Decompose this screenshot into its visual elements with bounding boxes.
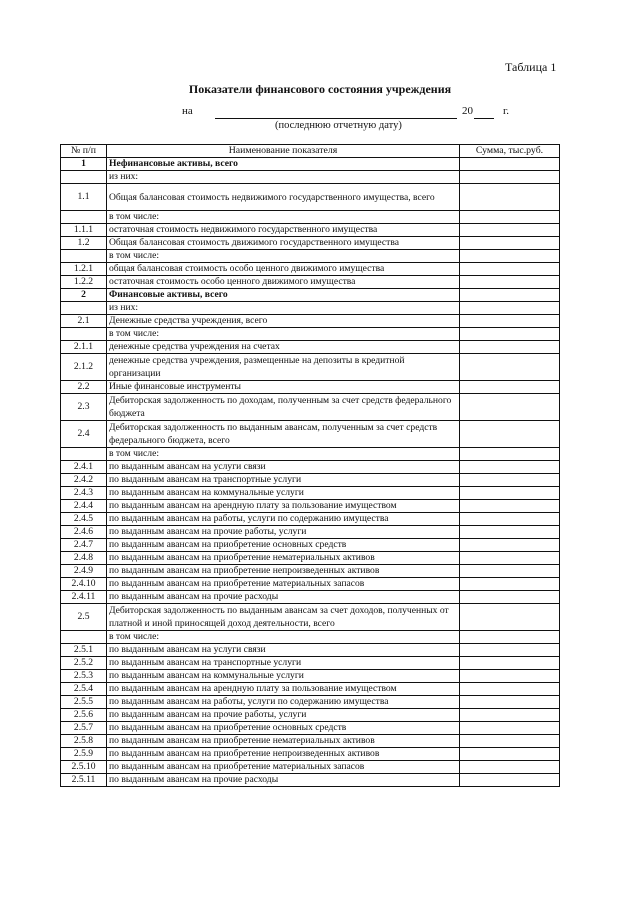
row-sum-cell[interactable] (460, 513, 560, 526)
row-sum-cell[interactable] (460, 250, 560, 263)
table-row (61, 421, 560, 448)
row-sum-cell[interactable] (460, 474, 560, 487)
row-sum-cell[interactable] (460, 158, 560, 171)
table-row (61, 644, 560, 657)
year-blank-line (474, 118, 494, 119)
row-indicator-name: общая балансовая стоимость особо ценного движимого имущества (107, 263, 460, 276)
row-indicator-name: по выданным авансам на приобретение основных средств (107, 539, 460, 552)
table-row (61, 461, 560, 474)
row-sum-cell[interactable] (460, 263, 560, 276)
row-indicator-name: Дебиторская задолженность по выданным авансам за счет доходов, полученных от платной и иной приносящей доход деятельности, всего (107, 604, 460, 631)
row-number: 2 (61, 289, 107, 302)
row-indicator-name: из них: (107, 302, 460, 315)
row-number: 2.4.2 (61, 474, 107, 487)
date-prefix: на (182, 105, 193, 117)
row-sum-cell[interactable] (460, 237, 560, 250)
row-number: 2.5.1 (61, 644, 107, 657)
row-indicator-name: Дебиторская задолженность по доходам, полученным за счет средств федерального бюджета (107, 394, 460, 421)
table-row (61, 448, 560, 461)
column-header-name: Наименование показателя (107, 145, 460, 158)
financial-indicators-table (60, 144, 560, 787)
row-indicator-name: по выданным авансам на приобретение непроизведенных активов (107, 748, 460, 761)
table-number-label: Таблица 1 (505, 60, 557, 74)
table-row (61, 500, 560, 513)
row-number: 2.4 (61, 421, 107, 448)
row-number: 2.4.5 (61, 513, 107, 526)
table-row (61, 539, 560, 552)
table-row (61, 696, 560, 709)
table-row (61, 381, 560, 394)
row-number (61, 631, 107, 644)
row-number: 2.4.6 (61, 526, 107, 539)
table-row (61, 315, 560, 328)
row-sum-cell[interactable] (460, 631, 560, 644)
row-sum-cell[interactable] (460, 552, 560, 565)
row-number: 2.4.9 (61, 565, 107, 578)
row-number: 2.5 (61, 604, 107, 631)
row-sum-cell[interactable] (460, 354, 560, 381)
row-indicator-name: Нефинансовые активы, всего (107, 158, 460, 171)
row-number: 2.4.4 (61, 500, 107, 513)
row-sum-cell[interactable] (460, 604, 560, 631)
table-row (61, 341, 560, 354)
row-number: 2.5.5 (61, 696, 107, 709)
table-row (61, 487, 560, 500)
row-sum-cell[interactable] (460, 761, 560, 774)
row-indicator-name: в том числе: (107, 211, 460, 224)
table-row (61, 748, 560, 761)
table-row (61, 328, 560, 341)
row-number: 2.5.7 (61, 722, 107, 735)
table-row (61, 354, 560, 381)
row-number: 2.3 (61, 394, 107, 421)
table-row (61, 211, 560, 224)
row-sum-cell[interactable] (460, 670, 560, 683)
table-row (61, 604, 560, 631)
row-number: 2.4.8 (61, 552, 107, 565)
table-row (61, 171, 560, 184)
table-row (61, 670, 560, 683)
row-sum-cell[interactable] (460, 381, 560, 394)
table-row (61, 224, 560, 237)
row-indicator-name: Финансовые активы, всего (107, 289, 460, 302)
table-row (61, 250, 560, 263)
row-sum-cell[interactable] (460, 591, 560, 604)
row-number: 1.1.1 (61, 224, 107, 237)
row-indicator-name: в том числе: (107, 631, 460, 644)
table-row (61, 302, 560, 315)
table-row (61, 158, 560, 171)
row-sum-cell[interactable] (460, 289, 560, 302)
row-sum-cell[interactable] (460, 500, 560, 513)
row-indicator-name: по выданным авансам на приобретение материальных запасов (107, 761, 460, 774)
table-row (61, 289, 560, 302)
row-number: 2.5.4 (61, 683, 107, 696)
row-indicator-name: в том числе: (107, 448, 460, 461)
row-number: 2.5.2 (61, 657, 107, 670)
row-indicator-name: Иные финансовые инструменты (107, 381, 460, 394)
row-indicator-name: по выданным авансам на услуги связи (107, 461, 460, 474)
row-number: 2.5.3 (61, 670, 107, 683)
table-row (61, 683, 560, 696)
row-number: 1.2 (61, 237, 107, 250)
table-row (61, 474, 560, 487)
table-row (61, 774, 560, 787)
row-indicator-name: по выданным авансам на прочие расходы (107, 591, 460, 604)
row-sum-cell[interactable] (460, 696, 560, 709)
row-number: 2.5.8 (61, 735, 107, 748)
row-number: 2.1.2 (61, 354, 107, 381)
row-indicator-name: из них: (107, 171, 460, 184)
report-date-line (0, 103, 640, 133)
table-header-row (61, 145, 560, 158)
table-row (61, 722, 560, 735)
row-indicator-name: по выданным авансам на коммунальные услуги (107, 670, 460, 683)
row-number (61, 448, 107, 461)
row-indicator-name: по выданным авансам на приобретение нематериальных активов (107, 552, 460, 565)
row-indicator-name: по выданным авансам на прочие работы, услуги (107, 709, 460, 722)
row-indicator-name: по выданным авансам на арендную плату за пользование имуществом (107, 500, 460, 513)
row-indicator-name: по выданным авансам на приобретение материальных запасов (107, 578, 460, 591)
row-sum-cell[interactable] (460, 735, 560, 748)
row-sum-cell[interactable] (460, 171, 560, 184)
row-number (61, 211, 107, 224)
row-indicator-name: по выданным авансам на работы, услуги по содержанию имущества (107, 696, 460, 709)
table-row (61, 184, 560, 211)
row-sum-cell[interactable] (460, 565, 560, 578)
row-indicator-name: по выданным авансам на приобретение непроизведенных активов (107, 565, 460, 578)
row-number: 2.4.11 (61, 591, 107, 604)
row-number: 2.4.7 (61, 539, 107, 552)
table-row (61, 761, 560, 774)
row-number: 2.4.3 (61, 487, 107, 500)
row-indicator-name: по выданным авансам на арендную плату за пользование имуществом (107, 683, 460, 696)
table-row (61, 578, 560, 591)
row-indicator-name: денежные средства учреждения, размещенные на депозиты в кредитной организации (107, 354, 460, 381)
table-row (61, 709, 560, 722)
row-sum-cell[interactable] (460, 276, 560, 289)
row-number: 2.5.10 (61, 761, 107, 774)
row-sum-cell[interactable] (460, 644, 560, 657)
table-row (61, 263, 560, 276)
table-row (61, 276, 560, 289)
table-row (61, 657, 560, 670)
row-indicator-name: остаточная стоимость особо ценного движимого имущества (107, 276, 460, 289)
row-indicator-name: по выданным авансам на работы, услуги по содержанию имущества (107, 513, 460, 526)
row-sum-cell[interactable] (460, 184, 560, 211)
row-sum-cell[interactable] (460, 709, 560, 722)
row-sum-cell[interactable] (460, 421, 560, 448)
row-indicator-name: по выданным авансам на прочие расходы (107, 774, 460, 787)
row-indicator-name: по выданным авансам на приобретение нематериальных активов (107, 735, 460, 748)
row-indicator-name: по выданным авансам на услуги связи (107, 644, 460, 657)
table-row (61, 591, 560, 604)
row-number: 2.4.1 (61, 461, 107, 474)
row-number: 2.4.10 (61, 578, 107, 591)
row-sum-cell[interactable] (460, 657, 560, 670)
row-number: 2.1.1 (61, 341, 107, 354)
date-hint: (последнюю отчетную дату) (275, 120, 402, 131)
row-number (61, 250, 107, 263)
row-indicator-name: Общая балансовая стоимость недвижимого государственного имущества, всего (107, 184, 460, 211)
row-sum-cell[interactable] (460, 341, 560, 354)
row-indicator-name: в том числе: (107, 328, 460, 341)
table-row (61, 552, 560, 565)
row-indicator-name: по выданным авансам на транспортные услуги (107, 657, 460, 670)
row-sum-cell[interactable] (460, 539, 560, 552)
document-title: Показатели финансового состояния учреждения (188, 82, 452, 96)
table-row (61, 237, 560, 250)
row-number: 2.2 (61, 381, 107, 394)
row-number: 2.5.6 (61, 709, 107, 722)
row-indicator-name: в том числе: (107, 250, 460, 263)
row-sum-cell[interactable] (460, 448, 560, 461)
row-indicator-name: Общая балансовая стоимость движимого государственного имущества (107, 237, 460, 250)
row-indicator-name: по выданным авансам на приобретение основных средств (107, 722, 460, 735)
row-indicator-name: по выданным авансам на прочие работы, услуги (107, 526, 460, 539)
table-body (61, 158, 560, 787)
row-sum-cell[interactable] (460, 224, 560, 237)
row-sum-cell[interactable] (460, 461, 560, 474)
row-sum-cell[interactable] (460, 302, 560, 315)
row-number: 1.2.1 (61, 263, 107, 276)
row-number: 2.5.9 (61, 748, 107, 761)
table-row (61, 565, 560, 578)
row-number: 2.1 (61, 315, 107, 328)
date-blank-line (215, 118, 457, 119)
row-sum-cell[interactable] (460, 315, 560, 328)
row-number: 1 (61, 158, 107, 171)
table-row (61, 394, 560, 421)
row-indicator-name: по выданным авансам на транспортные услуги (107, 474, 460, 487)
date-suffix: г. (503, 105, 510, 117)
row-sum-cell[interactable] (460, 211, 560, 224)
row-number (61, 171, 107, 184)
row-sum-cell[interactable] (460, 683, 560, 696)
row-indicator-name: остаточная стоимость недвижимого государственного имущества (107, 224, 460, 237)
row-sum-cell[interactable] (460, 774, 560, 787)
column-header-sum: Сумма, тыс.руб. (460, 145, 560, 158)
row-number: 1.1 (61, 184, 107, 211)
row-number: 2.5.11 (61, 774, 107, 787)
row-sum-cell[interactable] (460, 328, 560, 341)
date-year: 20 (462, 105, 473, 117)
column-header-number: № п/п (61, 145, 107, 158)
row-sum-cell[interactable] (460, 487, 560, 500)
row-indicator-name: Денежные средства учреждения, всего (107, 315, 460, 328)
table-row (61, 526, 560, 539)
row-sum-cell[interactable] (460, 394, 560, 421)
row-sum-cell[interactable] (460, 748, 560, 761)
row-indicator-name: денежные средства учреждения на счетах (107, 341, 460, 354)
row-sum-cell[interactable] (460, 722, 560, 735)
row-number: 1.2.2 (61, 276, 107, 289)
row-indicator-name: по выданным авансам на коммунальные услуги (107, 487, 460, 500)
row-number (61, 302, 107, 315)
table-row (61, 735, 560, 748)
table-row (61, 513, 560, 526)
row-number (61, 328, 107, 341)
row-sum-cell[interactable] (460, 578, 560, 591)
row-indicator-name: Дебиторская задолженность по выданным авансам, полученным за счет средств федерального бюджета, всего (107, 421, 460, 448)
table-row (61, 631, 560, 644)
row-sum-cell[interactable] (460, 526, 560, 539)
